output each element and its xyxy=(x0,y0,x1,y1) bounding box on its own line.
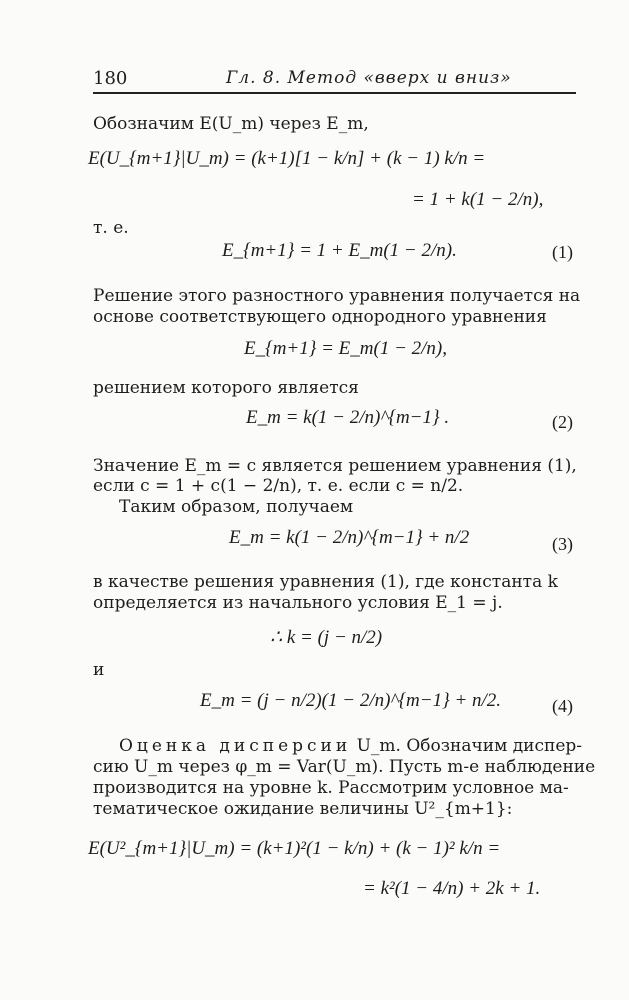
equation-homogeneous: E_{m+1} = E_m(1 − 2/n), xyxy=(244,338,447,359)
text-line: и xyxy=(93,660,105,680)
equation-line: = 1 + k(1 − 2/n), xyxy=(412,189,544,210)
equation-k: ∴ k = (j − n/2) xyxy=(270,627,383,648)
section-heading: Оценка дисперсии xyxy=(119,736,352,756)
equation-number: (4) xyxy=(552,696,573,716)
text-line: Значение E_m = c является решением уравнения (1), xyxy=(93,456,577,476)
text-line: сию U_m через φ_m = Var(U_m). Пусть m-е наблюдение xyxy=(93,757,596,777)
text-run: U_m. Обозначим диспер- xyxy=(351,736,583,756)
header-rule xyxy=(93,92,576,94)
equation-1: E_{m+1} = 1 + E_m(1 − 2/n). xyxy=(222,240,457,261)
equation-2: E_m = k(1 − 2/n)^{m−1} . xyxy=(246,407,450,428)
text-line: Решение этого разностного уравнения получается на xyxy=(93,286,581,306)
text-line: основе соответствующего однородного уравнения xyxy=(93,307,547,327)
text-line: решением которого является xyxy=(93,378,359,398)
text-line: тематическое ожидание величины U²_{m+1}: xyxy=(93,799,513,819)
equation-3: E_m = k(1 − 2/n)^{m−1} + n/2 xyxy=(229,527,470,548)
equation-line: = k²(1 − 4/n) + 2k + 1. xyxy=(363,878,541,899)
equation-line: E(U_{m+1}|U_m) = (k+1)[1 − k/n] + (k − 1) k/n = xyxy=(88,148,486,169)
equation-number: (2) xyxy=(552,412,573,432)
equation-4: E_m = (j − n/2)(1 − 2/n)^{m−1} + n/2. xyxy=(200,690,502,711)
text-line: т. е. xyxy=(93,218,129,238)
equation-number: (1) xyxy=(552,242,573,262)
text-line: Обозначим E(U_m) через E_m, xyxy=(93,114,369,134)
text-line: если c = 1 + c(1 − 2/n), т. е. если c = n/2. xyxy=(93,476,464,496)
page-number: 180 xyxy=(93,68,128,89)
text-line: производится на уровне k. Рассмотрим условное ма- xyxy=(93,778,569,798)
text-line: определяется из начального условия E_1 = j. xyxy=(93,593,503,613)
text-line xyxy=(119,736,582,756)
text-line: в качестве решения уравнения (1), где константа k xyxy=(93,572,558,592)
text-line: Таким образом, получаем xyxy=(119,497,354,517)
equation-number: (3) xyxy=(552,534,573,554)
running-title: Гл. 8. Метод «вверх и вниз» xyxy=(226,68,512,88)
equation-line: E(U²_{m+1}|U_m) = (k+1)²(1 − k/n) + (k − 1)² k/n = xyxy=(88,838,501,859)
